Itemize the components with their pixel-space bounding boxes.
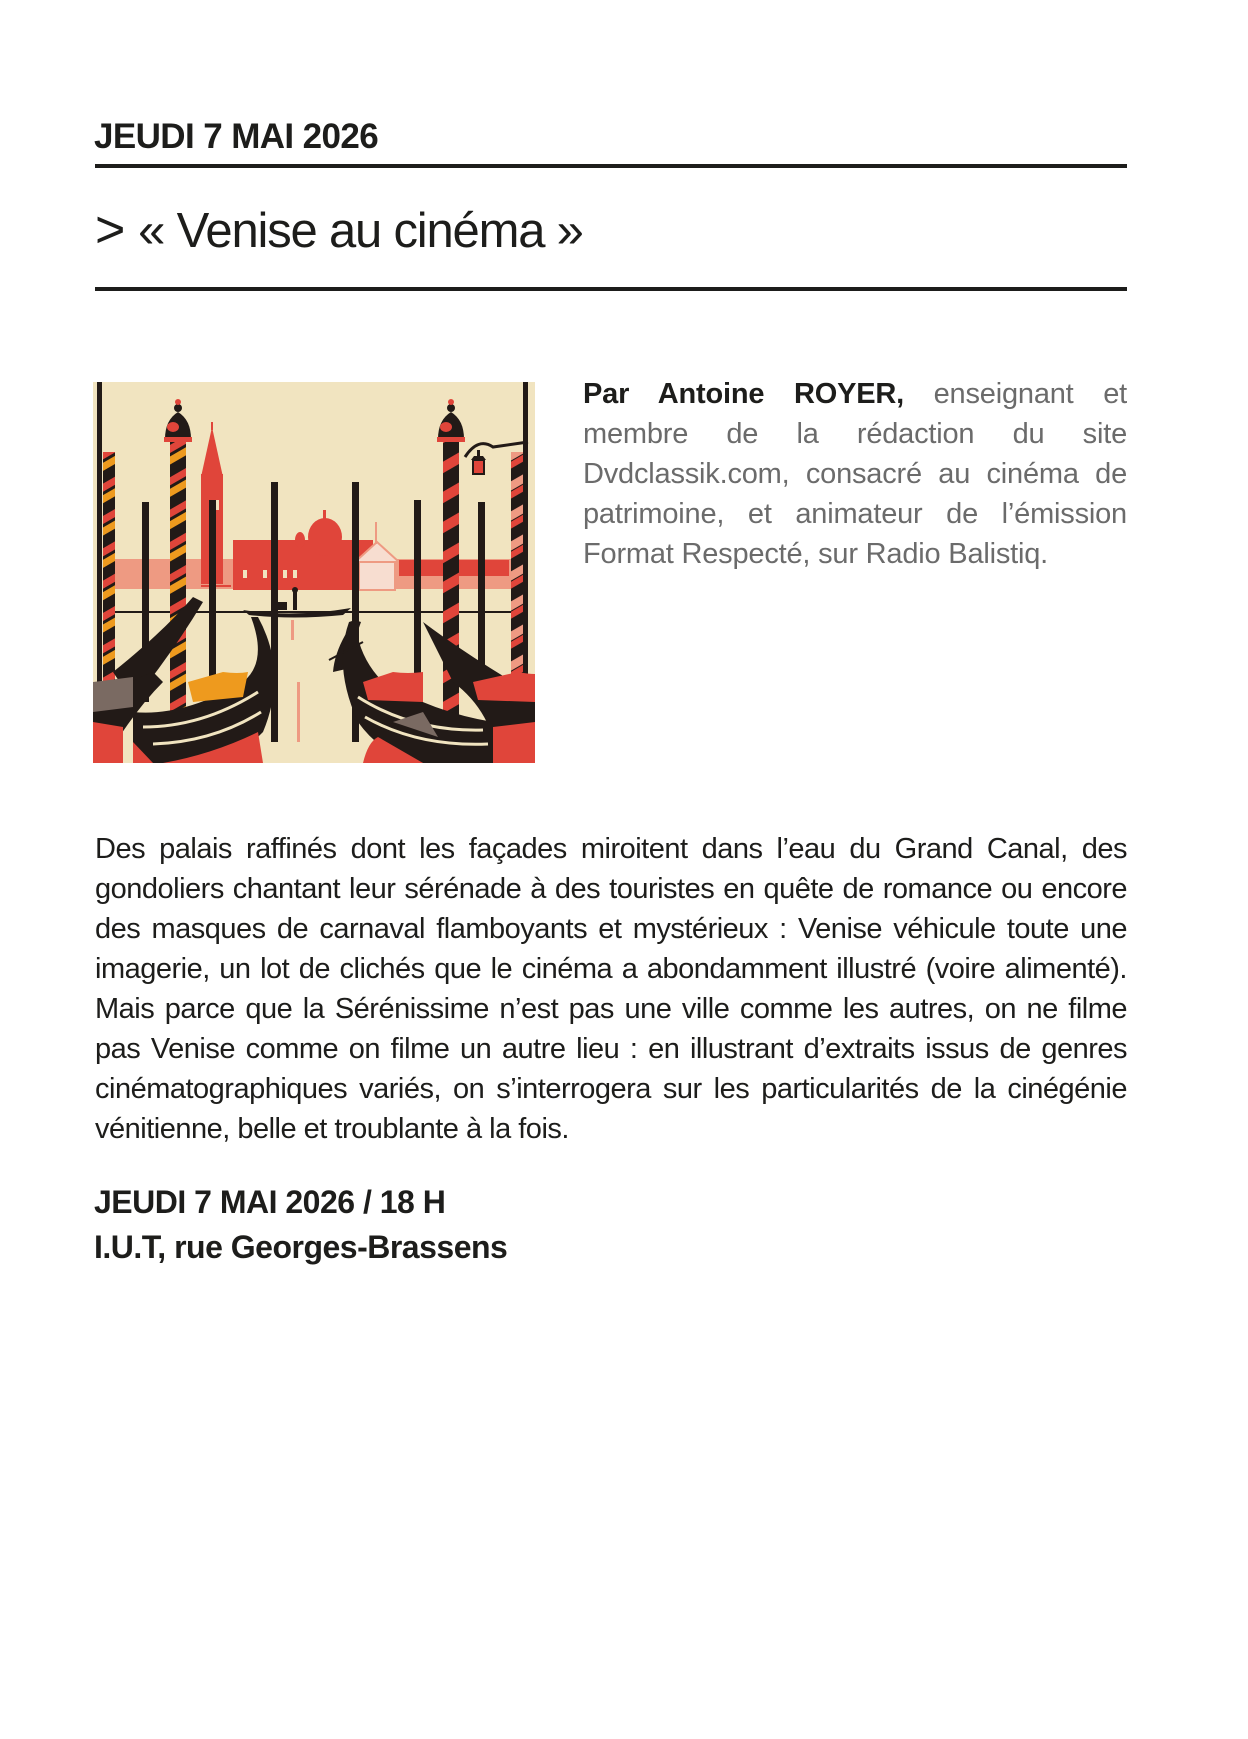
event-description: Des palais raffinés dont les façades miroitent dans l’eau du Grand Canal, des gondoliers chantant leur sérénade à des touristes en quête de romance ou encore des masques de carnaval flamboyants et mystérieux : Venise véhicule toute une imagerie, un lot de clichés que le cinéma a abondamment illustré (voire alimenté). Mais parce que la Sérénissime n’est pas une ville comme les autres, on ne filme pas Venise comme on filme un autre lieu : en illustrant d’extraits issus de genres cinématographiques variés, on s’interrogera sur les particularités de la cinégénie vénitienne, belle et troublante à la fois. — [95, 833, 1127, 1145]
divider-bottom — [95, 287, 1127, 291]
event-title-text: « Venise au cinéma » — [138, 204, 583, 258]
author-description: enseignant et membre de la rédaction du site Dvdclassik.com, consacré au cinéma de patrimoine, et animateur de l’émission Format Respecté, sur Radio Balistiq. — [583, 378, 1127, 570]
event-location: I.U.T, rue Georges-Brassens — [94, 1229, 508, 1265]
venice-gondolas-illustration — [93, 382, 535, 763]
chevron-right-icon: > — [95, 201, 125, 259]
venice-illustration-svg — [93, 382, 535, 763]
event-info — [94, 1180, 507, 1270]
divider-top — [95, 164, 1127, 168]
author-name: Par Antoine ROYER, — [583, 378, 904, 410]
date-heading: JEUDI 7 MAI 2026 — [94, 117, 379, 156]
event-datetime: JEUDI 7 MAI 2026 / 18 H — [94, 1184, 446, 1220]
event-title — [95, 200, 583, 261]
author-byline — [583, 374, 1127, 574]
